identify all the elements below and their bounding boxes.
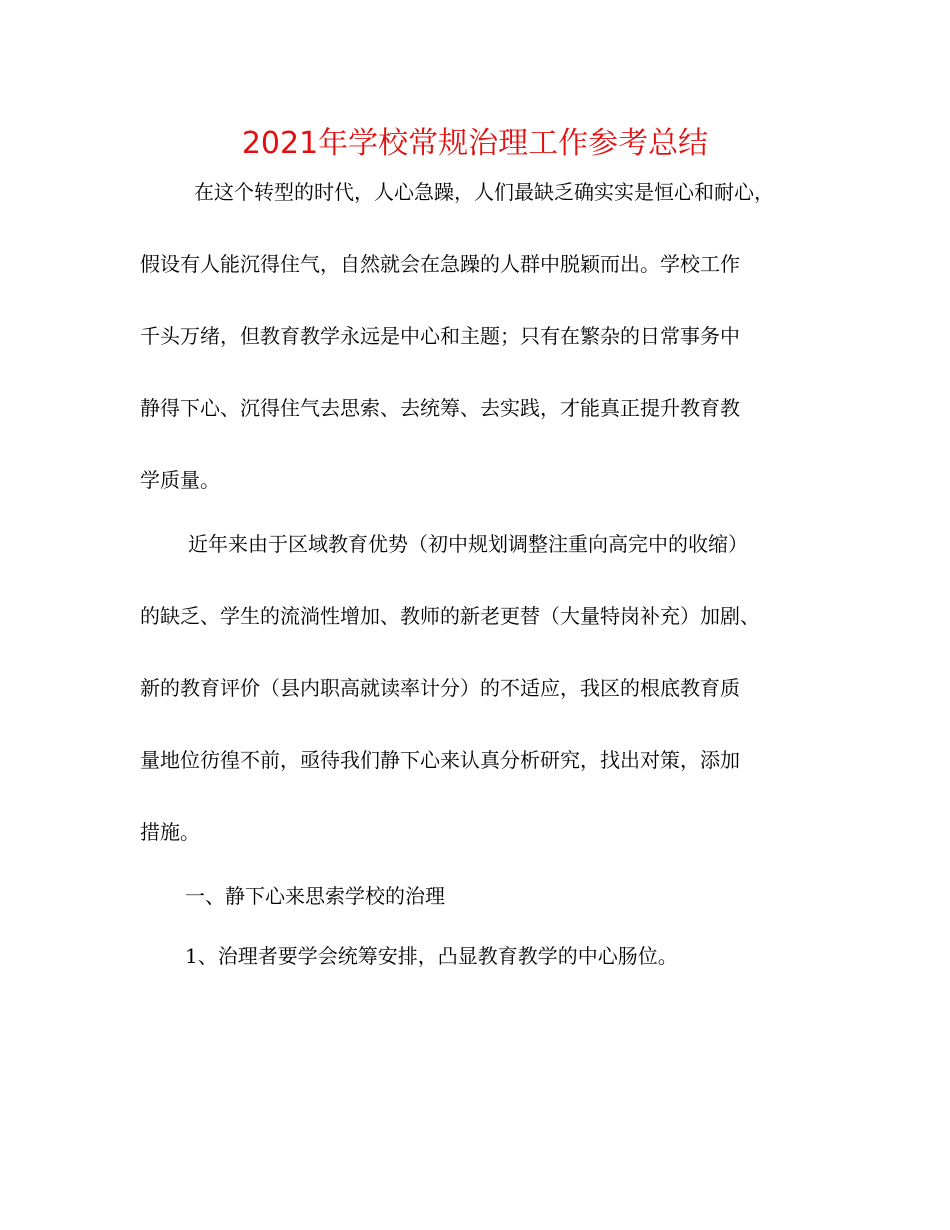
paragraph-2-line: 量地位彷徨不前，亟待我们静下心来认真分析研究，找出对策，添加 (140, 748, 740, 772)
subsection-heading-1: 1、治理者要学会统筹安排，凸显教育教学的中心肠位。 (185, 944, 678, 968)
document-title: 2021年学校常规治理工作参考总结 (241, 126, 709, 161)
paragraph-2 (140, 530, 820, 890)
paragraph-2-line: 措施。 (140, 820, 200, 844)
paragraph-1-line: 千头万绪，但教育教学永远是中心和主题；只有在繁杂的日常事务中 (140, 324, 740, 348)
paragraph-1-line: 静得下心、沉得住气去思索、去统筹、去实践，才能真正提升教育教 (140, 396, 740, 420)
paragraph-1-line: 学质量。 (140, 468, 220, 492)
section-heading-1: 一、静下心来思索学校的治理 (185, 884, 445, 908)
paragraph-2-line: 近年来由于区域教育优势（初中规划调整注重向高完中的收缩） (188, 532, 748, 556)
paragraph-2-line: 的缺乏、学生的流淌性增加、教师的新老更替（大量特岗补充）加剧、 (140, 604, 760, 628)
paragraph-1-line: 假设有人能沉得住气，自然就会在急躁的人群中脱颖而出。学校工作 (140, 252, 740, 276)
paragraph-1 (140, 178, 820, 538)
paragraph-1-line: 在这个转型的时代，人心急躁，人们最缺乏确实实是恒心和耐心， (194, 180, 774, 204)
paragraph-2-line: 新的教育评价（县内职高就读率计分）的不适应，我区的根底教育质 (140, 676, 740, 700)
